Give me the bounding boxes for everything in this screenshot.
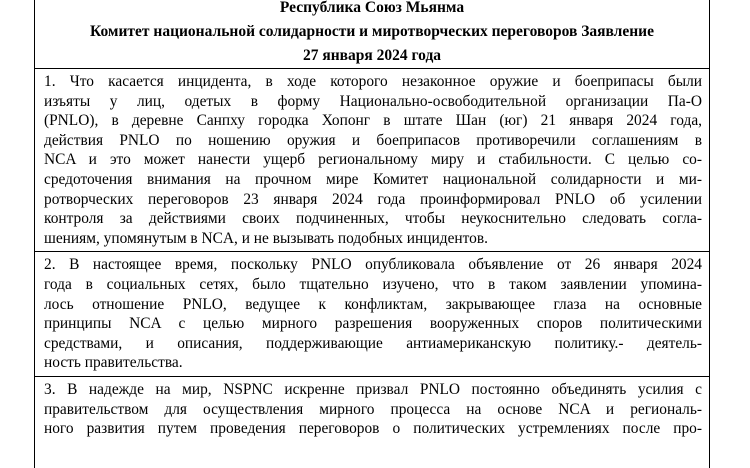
paragraph-line: 2. В настоящее время, поскольку PNLO опубликовала объявление от 26 января 2024 (44, 256, 702, 274)
country-title: Республика Союз Мьянма (279, 0, 465, 16)
statement-date: 27 января 2024 года (302, 47, 442, 64)
paragraph-line: лось отношение PNLO, ведущее к конфликтам, закрывающее глаза на основные (44, 295, 702, 313)
paragraph-line: NCA и это может нанести ущерб региональному миру и стабильности. С целью со- (44, 151, 702, 169)
paragraph-line: средоточения внимания на прочном мире Комитет национальной солидарности и ми- (44, 170, 702, 188)
paragraph-line: средствами, и описания, поддерживающие антиамериканскую политику.- деятель- (44, 334, 702, 352)
paragraph-line: шениям, упомянутым в NCA, и не вызывать подобных инцидентов. (44, 229, 488, 247)
paragraph-line: года в социальных сетях, было тщательно изучено, что в таком заявлении упомина- (44, 275, 702, 293)
document-heading (35, 0, 709, 68)
document-frame (34, 0, 710, 468)
paragraph-line: 1. Что касается инцидента, в ходе которого незаконное оружие и боеприпасы были (44, 73, 702, 90)
paragraph-line: ность правительства. (44, 354, 183, 372)
paragraph-line: ного развития путем проведения переговоров о политических устремлениях после про- (44, 420, 702, 438)
paragraph-line: действия PNLO по ношению оружия и боеприпасов противоречили соглашениям в (44, 131, 702, 149)
paragraph-line: 3. В надежде на мир, NSPNC искренне призвал PNLO постоянно объединять усилия с (44, 380, 702, 398)
paragraph-line: контроля за действиями своих подчиненных, чтобы неукоснительно следовать согла- (44, 210, 702, 228)
paragraph-line: принципы NCA с целью мирного разрешения вооруженных споров политическими (44, 315, 702, 333)
paragraph-3 (35, 376, 709, 439)
paragraph-1 (35, 68, 709, 251)
paragraph-line: ротворческих переговоров 23 января 2024 года проинформировал PNLO об усилении (44, 190, 702, 208)
paragraph-line: (PNLO), в деревне Санпху городка Хопонг в штате Шан (юг) 21 января 2024 года, (44, 112, 702, 130)
paragraph-line: правительством для осуществления мирного процесса на основе NCA и региональ- (44, 400, 702, 418)
committee-statement-title: Комитет национальной солидарности и миротворческих переговоров Заявление (90, 23, 654, 40)
paragraph-2 (35, 251, 709, 376)
paragraph-line: изъяты у лиц, одетых в форму Национально-освободительной организации Па-О (44, 92, 702, 110)
